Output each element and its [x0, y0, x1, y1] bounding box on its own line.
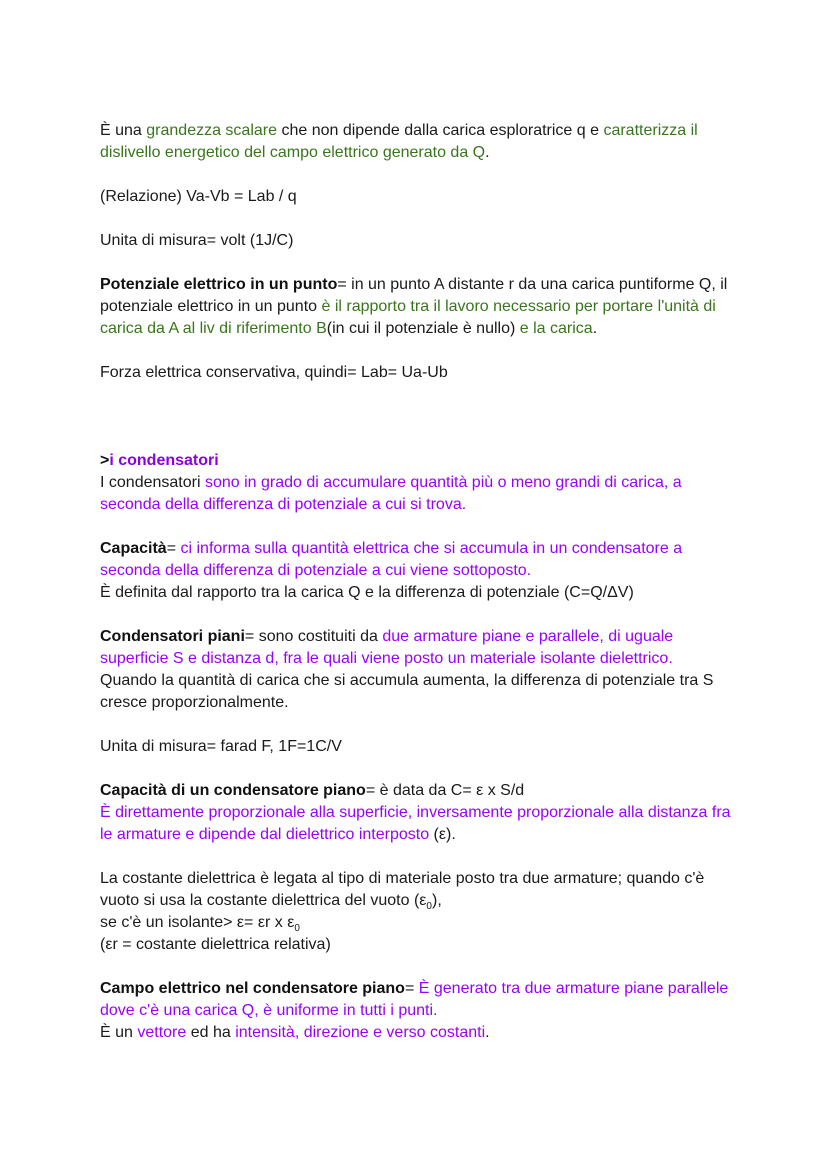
text: È un — [100, 1024, 138, 1041]
line — [100, 868, 738, 912]
subscript: 0 — [426, 901, 432, 913]
line — [100, 780, 738, 802]
paragraph-unit-volt: Unita di misura= volt (1J/C) — [100, 232, 294, 249]
highlight-text: ci informa sulla quantità elettrica che si accumula in un condensatore a seconda della differenza di potenziale a cui viene sottoposto. — [100, 540, 683, 579]
line: Quando la quantità di carica che si accumula aumenta, la differenza di potenziale tra S cresce proporzionalmente. — [100, 672, 714, 711]
line — [100, 626, 738, 670]
paragraph-potential-definition — [100, 120, 738, 164]
text: = sono costituiti da — [244, 628, 383, 645]
line — [100, 538, 738, 582]
term-heading: Potenziale elettrico in un punto — [100, 276, 338, 293]
text: È una — [100, 122, 147, 139]
text: . — [592, 320, 598, 337]
term-heading: Capacità di un condensatore piano — [100, 782, 366, 799]
text: = — [166, 540, 181, 557]
text: = in un punto A distante r da una carica puntiforme Q, il potenziale elettrico in un punto — [100, 276, 728, 315]
text: (in cui il potenziale è nullo) — [326, 320, 520, 337]
term-heading: Campo elettrico nel condensatore piano — [100, 980, 405, 997]
highlight-text: grandezza scalare — [146, 122, 278, 139]
line — [100, 1022, 738, 1044]
line — [100, 978, 738, 1022]
section-condensatori — [100, 450, 738, 516]
paragraph-unit-farad: Unita di misura= farad F, 1F=1C/V — [100, 738, 342, 755]
text: . — [485, 144, 490, 161]
text: (ε). — [429, 826, 456, 843]
text: = è data da C= ε x S/d — [365, 782, 525, 799]
highlight-text: È direttamente proporzionale alla superficie, inversamente proporzionale alla distanza fra le armature e dipende dal dielettrico interposto — [100, 804, 731, 843]
term-heading: Condensatori piani — [100, 628, 245, 645]
subscript: 0 — [294, 923, 300, 935]
highlight-text: È generato tra due armature piane parallele dove c'è una carica Q, è uniforme in tutti i punti. — [100, 980, 729, 1019]
highlight-text: intensità, direzione e verso costanti — [235, 1024, 486, 1041]
text: La costante dielettrica è legata al tipo di materiale posto tra due armature; quando c'è vuoto si usa la costante dielettrica del vuoto (ε — [100, 870, 705, 909]
paragraph-condensatori-piani — [100, 626, 738, 714]
heading-text: i condensatori — [109, 452, 219, 469]
section-heading — [100, 450, 738, 472]
text: = — [404, 980, 419, 997]
paragraph-relation: (Relazione) Va-Vb = Lab / q — [100, 188, 297, 205]
highlight-text: sono in grado di accumulare quantità più o meno grandi di carica, a seconda della differenza di potenziale a cui si trova. — [100, 474, 682, 513]
highlight-text: vettore — [137, 1024, 187, 1041]
text: se c'è un isolante> ε= εr x ε — [100, 914, 295, 931]
section-intro — [100, 472, 738, 516]
spacer — [100, 406, 738, 450]
highlight-text: caratterizza il dislivello energetico del campo elettrico generato da Q — [100, 122, 698, 161]
highlight-text: e la carica — [519, 320, 593, 337]
paragraph-campo-elettrico — [100, 978, 738, 1044]
heading-arrow: > — [100, 452, 110, 469]
paragraph-capacita-piano — [100, 780, 738, 846]
term-heading: Capacità — [100, 540, 167, 557]
line — [100, 802, 738, 846]
text: ed ha — [186, 1024, 236, 1041]
paragraph-capacita — [100, 538, 738, 604]
text: ), — [431, 892, 442, 909]
line — [100, 912, 738, 934]
paragraph-conservative-force: Forza elettrica conservativa, quindi= Lab= Ua-Ub — [100, 364, 448, 381]
highlight-text: è il rapporto tra il lavoro necessario per portare l'unità di carica da A al liv di riferimento B — [100, 298, 716, 337]
line: È definita dal rapporto tra la carica Q e la differenza di potenziale (C=Q/ΔV) — [100, 584, 634, 601]
text: . — [485, 1024, 490, 1041]
highlight-text: due armature piane e parallele, di uguale superficie S e distanza d, fra le quali viene posto un materiale isolante dielettrico. — [100, 628, 674, 667]
paragraph-potential-point — [100, 274, 738, 340]
line: (εr = costante dielettrica relativa) — [100, 936, 331, 953]
text: I condensatori — [100, 474, 205, 491]
paragraph-costante-dielettrica — [100, 868, 738, 956]
text: che non dipende dalla carica esploratrice q e — [277, 122, 604, 139]
